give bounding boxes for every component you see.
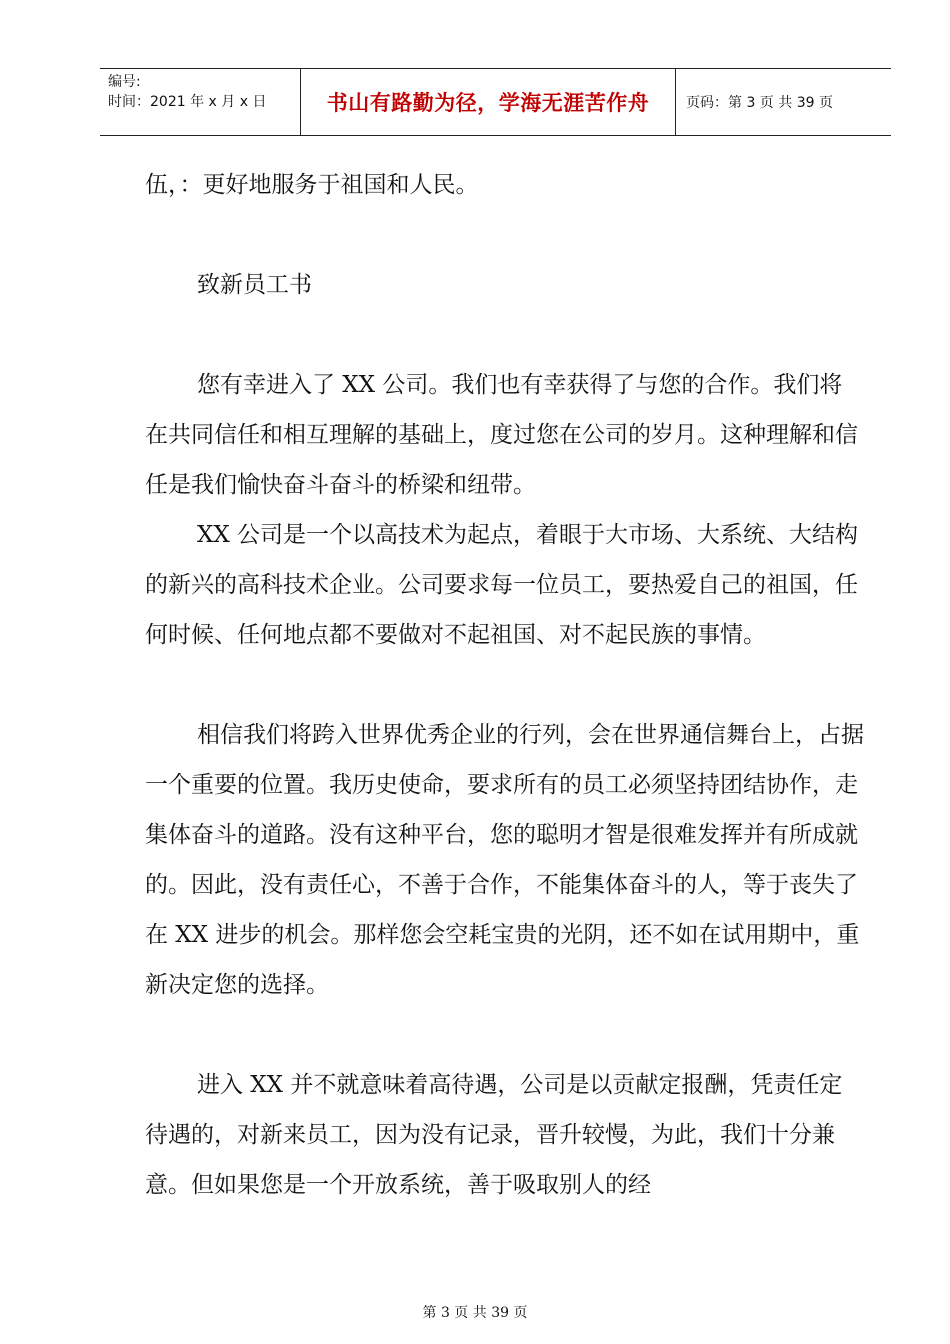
document-time: 时间：2021 年 x 月 x 日: [108, 94, 267, 110]
page-header: [100, 68, 891, 136]
spacer: [145, 660, 865, 710]
body-line: 伍，：更好地服务于祖国和人民。: [145, 172, 479, 198]
page-footer: 第 3 页 共 39 页: [422, 1305, 528, 1321]
document-body: [145, 160, 865, 1210]
paragraph-1: 您有幸进入了 XX 公司。我们也有幸获得了与您的合作。我们将在共同信任和相互理解的基础上，度过您在公司的岁月。这种理解和信任是我们愉快奋斗奋斗的桥梁和纽带。: [145, 372, 858, 498]
spacer: [145, 1010, 865, 1060]
letter-heading: 致新员工书: [197, 272, 312, 298]
header-page-info: 页码：第 3 页 共 39 页: [686, 95, 833, 111]
document-number-label: 编号:: [108, 74, 141, 90]
header-meta: [100, 69, 301, 135]
paragraph-3: 相信我们将跨入世界优秀企业的行列，会在世界通信舞台上，占据一个重要的位置。我历史使命，要求所有的员工必须坚持团结协作，走集体奋斗的道路。没有这种平台，您的聪明才智是很难发挥并有所成就的。因此，没有责任心，不善于合作，不能集体奋斗的人，等于丧失了在 XX 进步的机会。那样您会空耗宝贵的光阴，还不如在试用期中，重新决定您的选择。: [145, 722, 864, 998]
paragraph-2: XX 公司是一个以高技术为起点，着眼于大市场、大系统、大结构的新兴的高科技术企业。公司要求每一位员工，要热爱自己的祖国，任何时候、任何地点都不要做对不起祖国、对不起民族的事情。: [145, 522, 859, 648]
header-motto: 书山有路勤为径，学海无涯苦作舟: [301, 69, 676, 135]
spacer: [145, 210, 865, 260]
spacer: [145, 310, 865, 360]
paragraph-4: 进入 XX 并不就意味着高待遇，公司是以贡献定报酬，凭责任定待遇的，对新来员工，因为没有记录，晋升较慢，为此，我们十分兼意。但如果您是一个开放系统，善于吸取别人的经: [145, 1072, 843, 1198]
